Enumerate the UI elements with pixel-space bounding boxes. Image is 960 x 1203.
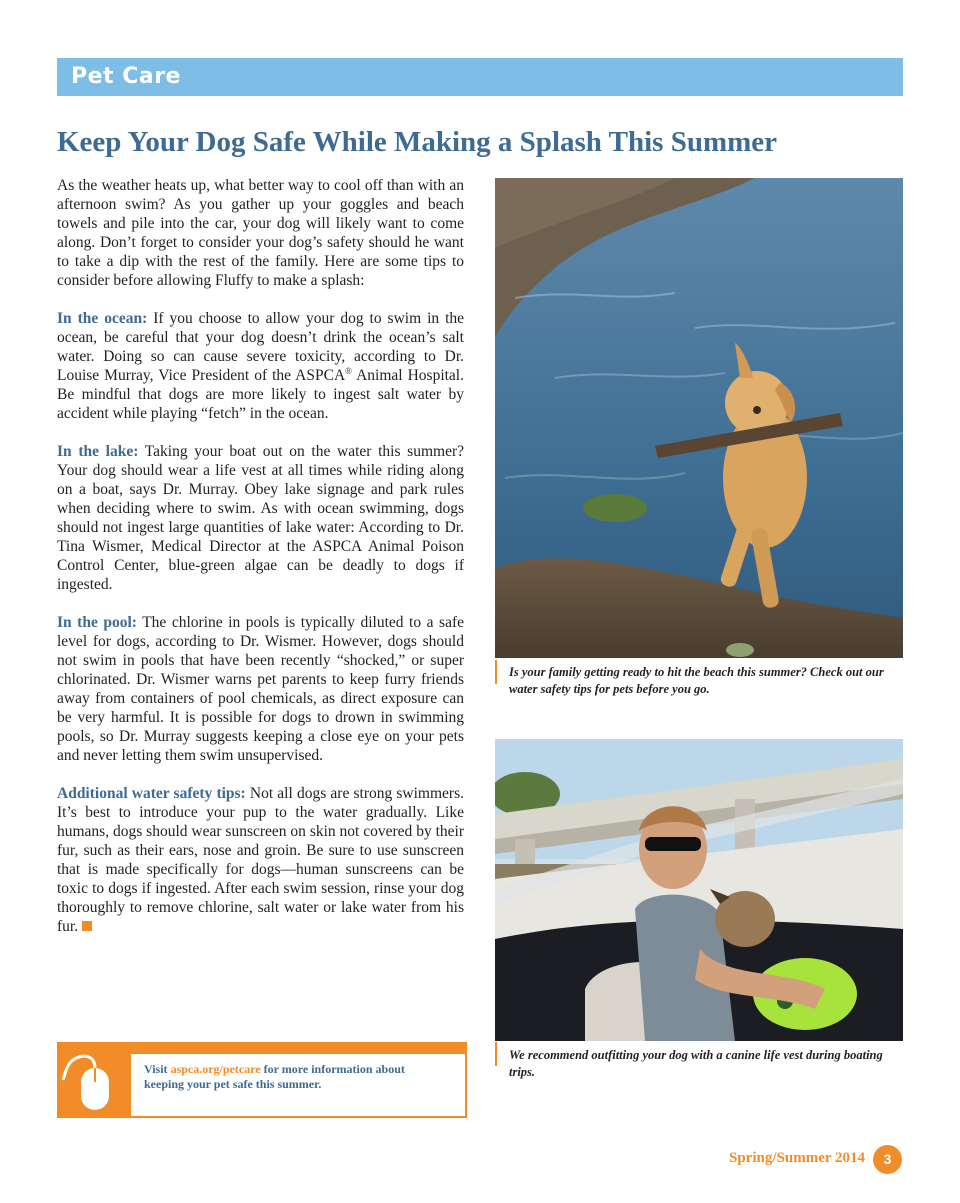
callout-text bbox=[144, 1062, 444, 1092]
callout-prefix: Visit bbox=[144, 1062, 171, 1076]
additional-text: Not all dogs are strong swimmers. It’s best to introduce your pup to the water gradually. Like humans, dogs should wear sunscreen on skin not covered by their fur, such as their ears, nose and groin. Be sure to use sunscreen that is made specifically for dogs—human sunscreens can be toxic to dogs if ingested. After each swim session, rinse your dog thoroughly to remove chlorine, salt water or lake water from his fur. bbox=[57, 785, 464, 935]
caption-rule bbox=[495, 660, 497, 684]
caption-rule bbox=[495, 1042, 497, 1066]
pool-text: The chlorine in pools is typically diluted to a safe level for dogs, according to Dr. Wismer. However, dogs should not swim in pools that have been recently “shocked,” or super chlorinated. Dr. Wismer warns pet parents to keep furry friends away from containers of pool chemicals, as direct exposure can be very harmful. It is possible for dogs to drown in swimming pools, so Dr. Murray suggests keeping a close eye on your pets and never letting them swim unsupervised. bbox=[57, 614, 464, 764]
dog-beach-illustration bbox=[495, 178, 903, 658]
intro-paragraph: As the weather heats up, what better way to cool off than with an afternoon swim? As you gather up your goggles and beach towels and pile into the car, your dog will likely want to come along. Don’t forget to consider your dog’s safety should he want to take a dip with the rest of the family. Here are some tips to consider before allowing Fluffy to make a splash: bbox=[57, 177, 464, 289]
article-body bbox=[57, 176, 464, 955]
lake-paragraph bbox=[57, 442, 464, 594]
pool-lead: In the pool: bbox=[57, 614, 137, 631]
ocean-text-a: If you choose to allow your dog to swim in the ocean, be careful that your dog doesn’t drink the ocean’s salt water. Doing so can cause severe toxicity, according to Dr. Louise Murray, Vice President of the ASPCA bbox=[57, 310, 465, 384]
lake-lead: In the lake: bbox=[57, 443, 139, 460]
photo-caption-2: We recommend outfitting your dog with a canine life vest during boating trips. bbox=[509, 1048, 883, 1079]
boat-illustration bbox=[495, 739, 903, 1041]
additional-tips-paragraph bbox=[57, 784, 464, 936]
mouse-icon bbox=[59, 1044, 131, 1116]
petcare-callout bbox=[57, 1042, 467, 1118]
ocean-lead: In the ocean: bbox=[57, 310, 148, 327]
photo-dog-with-stick bbox=[495, 178, 903, 658]
section-label: Pet Care bbox=[71, 64, 181, 89]
photo-boat-dog-life-vest bbox=[495, 739, 903, 1041]
petcare-link[interactable]: aspca.org/petcare bbox=[170, 1062, 261, 1076]
lake-text: Taking your boat out on the water this summer? Your dog should wear a life vest at all times while riding along on a boat, says Dr. Murray. Obey lake signage and park rules when deciding where to swim. As with ocean swimming, dogs should not ingest large quantities of lake water: According to Dr. Tina Wismer, Medical Director at the ASPCA Animal Poison Control Center, blue-green algae can be deadly to dogs if ingested. bbox=[57, 443, 464, 593]
registered-mark: ® bbox=[345, 365, 352, 376]
photo-caption-1: Is your family getting ready to hit the beach this summer? Check out our water safety tips for pets before you go. bbox=[509, 665, 884, 696]
article-title: Keep Your Dog Safe While Making a Splash This Summer bbox=[57, 126, 778, 158]
end-of-article-mark bbox=[82, 921, 92, 931]
ocean-paragraph bbox=[57, 309, 464, 423]
pool-paragraph bbox=[57, 613, 464, 765]
page-number: 3 bbox=[873, 1145, 902, 1174]
section-header-bar bbox=[57, 58, 903, 96]
additional-lead: Additional water safety tips: bbox=[57, 785, 246, 802]
issue-label: Spring/Summer 2014 bbox=[729, 1150, 865, 1166]
callout-suffix: for more information about keeping your pet safe this summer. bbox=[144, 1062, 405, 1091]
ocean-text-b: Animal Hospital. Be mindful that dogs are more likely to ingest salt water by accident while playing “fetch” in the ocean. bbox=[57, 367, 464, 422]
